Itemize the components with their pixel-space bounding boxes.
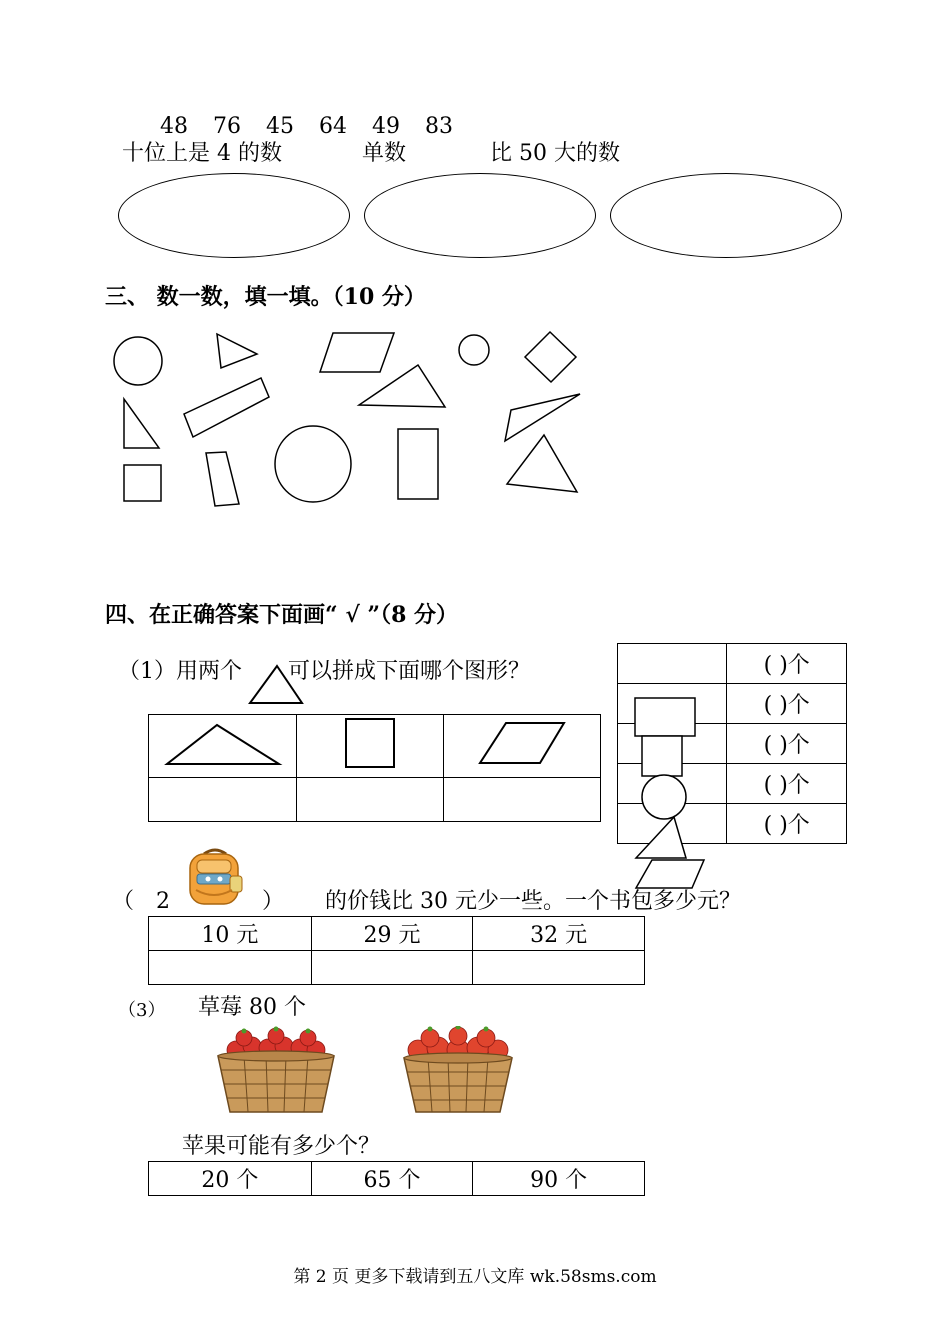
q2-text: 的价钱比 30 元少一些。一个书包多少元？ (325, 889, 741, 914)
parallelogram-icon (636, 860, 704, 888)
tally-blank[interactable]: ( )个 (727, 764, 847, 804)
section4-title: 四、在正确答案下面画“ √ ”（8 分） (105, 602, 459, 628)
number-item: 45 (266, 114, 294, 139)
q2-options-table (148, 916, 645, 985)
q2-option: 10 元 (149, 917, 312, 951)
q1-answer-cell[interactable] (444, 778, 601, 822)
tally-blank[interactable]: ( )个 (727, 644, 847, 684)
q2-answer-cell[interactable] (311, 951, 473, 985)
parallelogram-icon (476, 720, 568, 766)
number-list (160, 114, 471, 140)
q3-strawberry-text: 草莓 80 个 (198, 995, 306, 1020)
rectangle-shape (184, 378, 269, 437)
q2-option: 32 元 (473, 917, 645, 951)
triangle-shape (505, 394, 580, 441)
square-shape (124, 465, 161, 501)
answer-oval-2[interactable] (364, 173, 596, 258)
parallelogram-shape (206, 452, 239, 506)
q1-answer-cell[interactable] (149, 778, 297, 822)
circle-shape (114, 337, 162, 385)
circle-shape (275, 426, 351, 502)
q3-options-table (148, 1161, 645, 1196)
category-odd: 单数 (362, 141, 407, 166)
q3-option[interactable]: 65 个 (311, 1162, 473, 1196)
tally-blank[interactable]: ( )个 (727, 804, 847, 844)
triangle-icon (161, 718, 283, 768)
q2-number: 2 (156, 889, 170, 914)
tally-shape-cell (618, 644, 727, 684)
q3-option[interactable]: 20 个 (149, 1162, 312, 1196)
square-icon (642, 736, 682, 776)
q2-option: 29 元 (311, 917, 473, 951)
section3-title: 三、 数一数，填一填。（10 分） (105, 284, 426, 310)
q1-option-square (296, 715, 443, 778)
q1-option-triangle (149, 715, 297, 778)
answer-oval-1[interactable] (118, 173, 350, 258)
tally-blank[interactable]: ( )个 (727, 684, 847, 724)
triangle-shape (124, 399, 159, 448)
number-item: 64 (319, 114, 347, 139)
rectangle-shape (398, 429, 438, 499)
q1-options-table (148, 714, 601, 822)
q3-question: 苹果可能有多少个？ (182, 1134, 381, 1159)
shape-stack-figure (630, 690, 710, 895)
q1-suffix: 可以拼成下面哪个图形？ (288, 659, 531, 684)
parallelogram-shape (320, 333, 394, 372)
number-item: 83 (425, 114, 453, 139)
backpack-icon (184, 846, 246, 906)
q2-open-paren: （ (112, 889, 135, 914)
tally-blank[interactable]: ( )个 (727, 724, 847, 764)
page-footer: 第 2 页 更多下载请到五八文库 wk.58sms.com (293, 1267, 657, 1287)
q1-answer-cell[interactable] (296, 778, 443, 822)
circle-shape (459, 335, 489, 365)
category-greater-50: 比 50 大的数 (490, 141, 620, 166)
number-item: 49 (372, 114, 400, 139)
rectangle-icon (635, 698, 695, 736)
q1-prefix: （1）用两个 (118, 659, 242, 684)
category-tens-four: 十位上是 4 的数 (122, 141, 282, 166)
q2-answer-cell[interactable] (149, 951, 312, 985)
square-shape (525, 332, 576, 382)
q1-option-parallelogram (444, 715, 601, 778)
answer-oval-3[interactable] (610, 173, 842, 258)
apple-basket-icon (400, 1026, 516, 1118)
triangle-shape (217, 334, 257, 368)
number-item: 48 (160, 114, 188, 139)
q2-close-paren: ） (262, 889, 285, 914)
shapes-figure (100, 320, 600, 520)
q3-label: （3） (118, 1000, 166, 1021)
q3-option[interactable]: 90 个 (473, 1162, 645, 1196)
strawberry-basket-icon (214, 1026, 338, 1118)
triangle-shape (507, 435, 577, 492)
triangle-icon (636, 817, 686, 858)
square-icon (343, 716, 397, 770)
circle-icon (642, 775, 686, 819)
q2-answer-cell[interactable] (473, 951, 645, 985)
number-item: 76 (213, 114, 241, 139)
